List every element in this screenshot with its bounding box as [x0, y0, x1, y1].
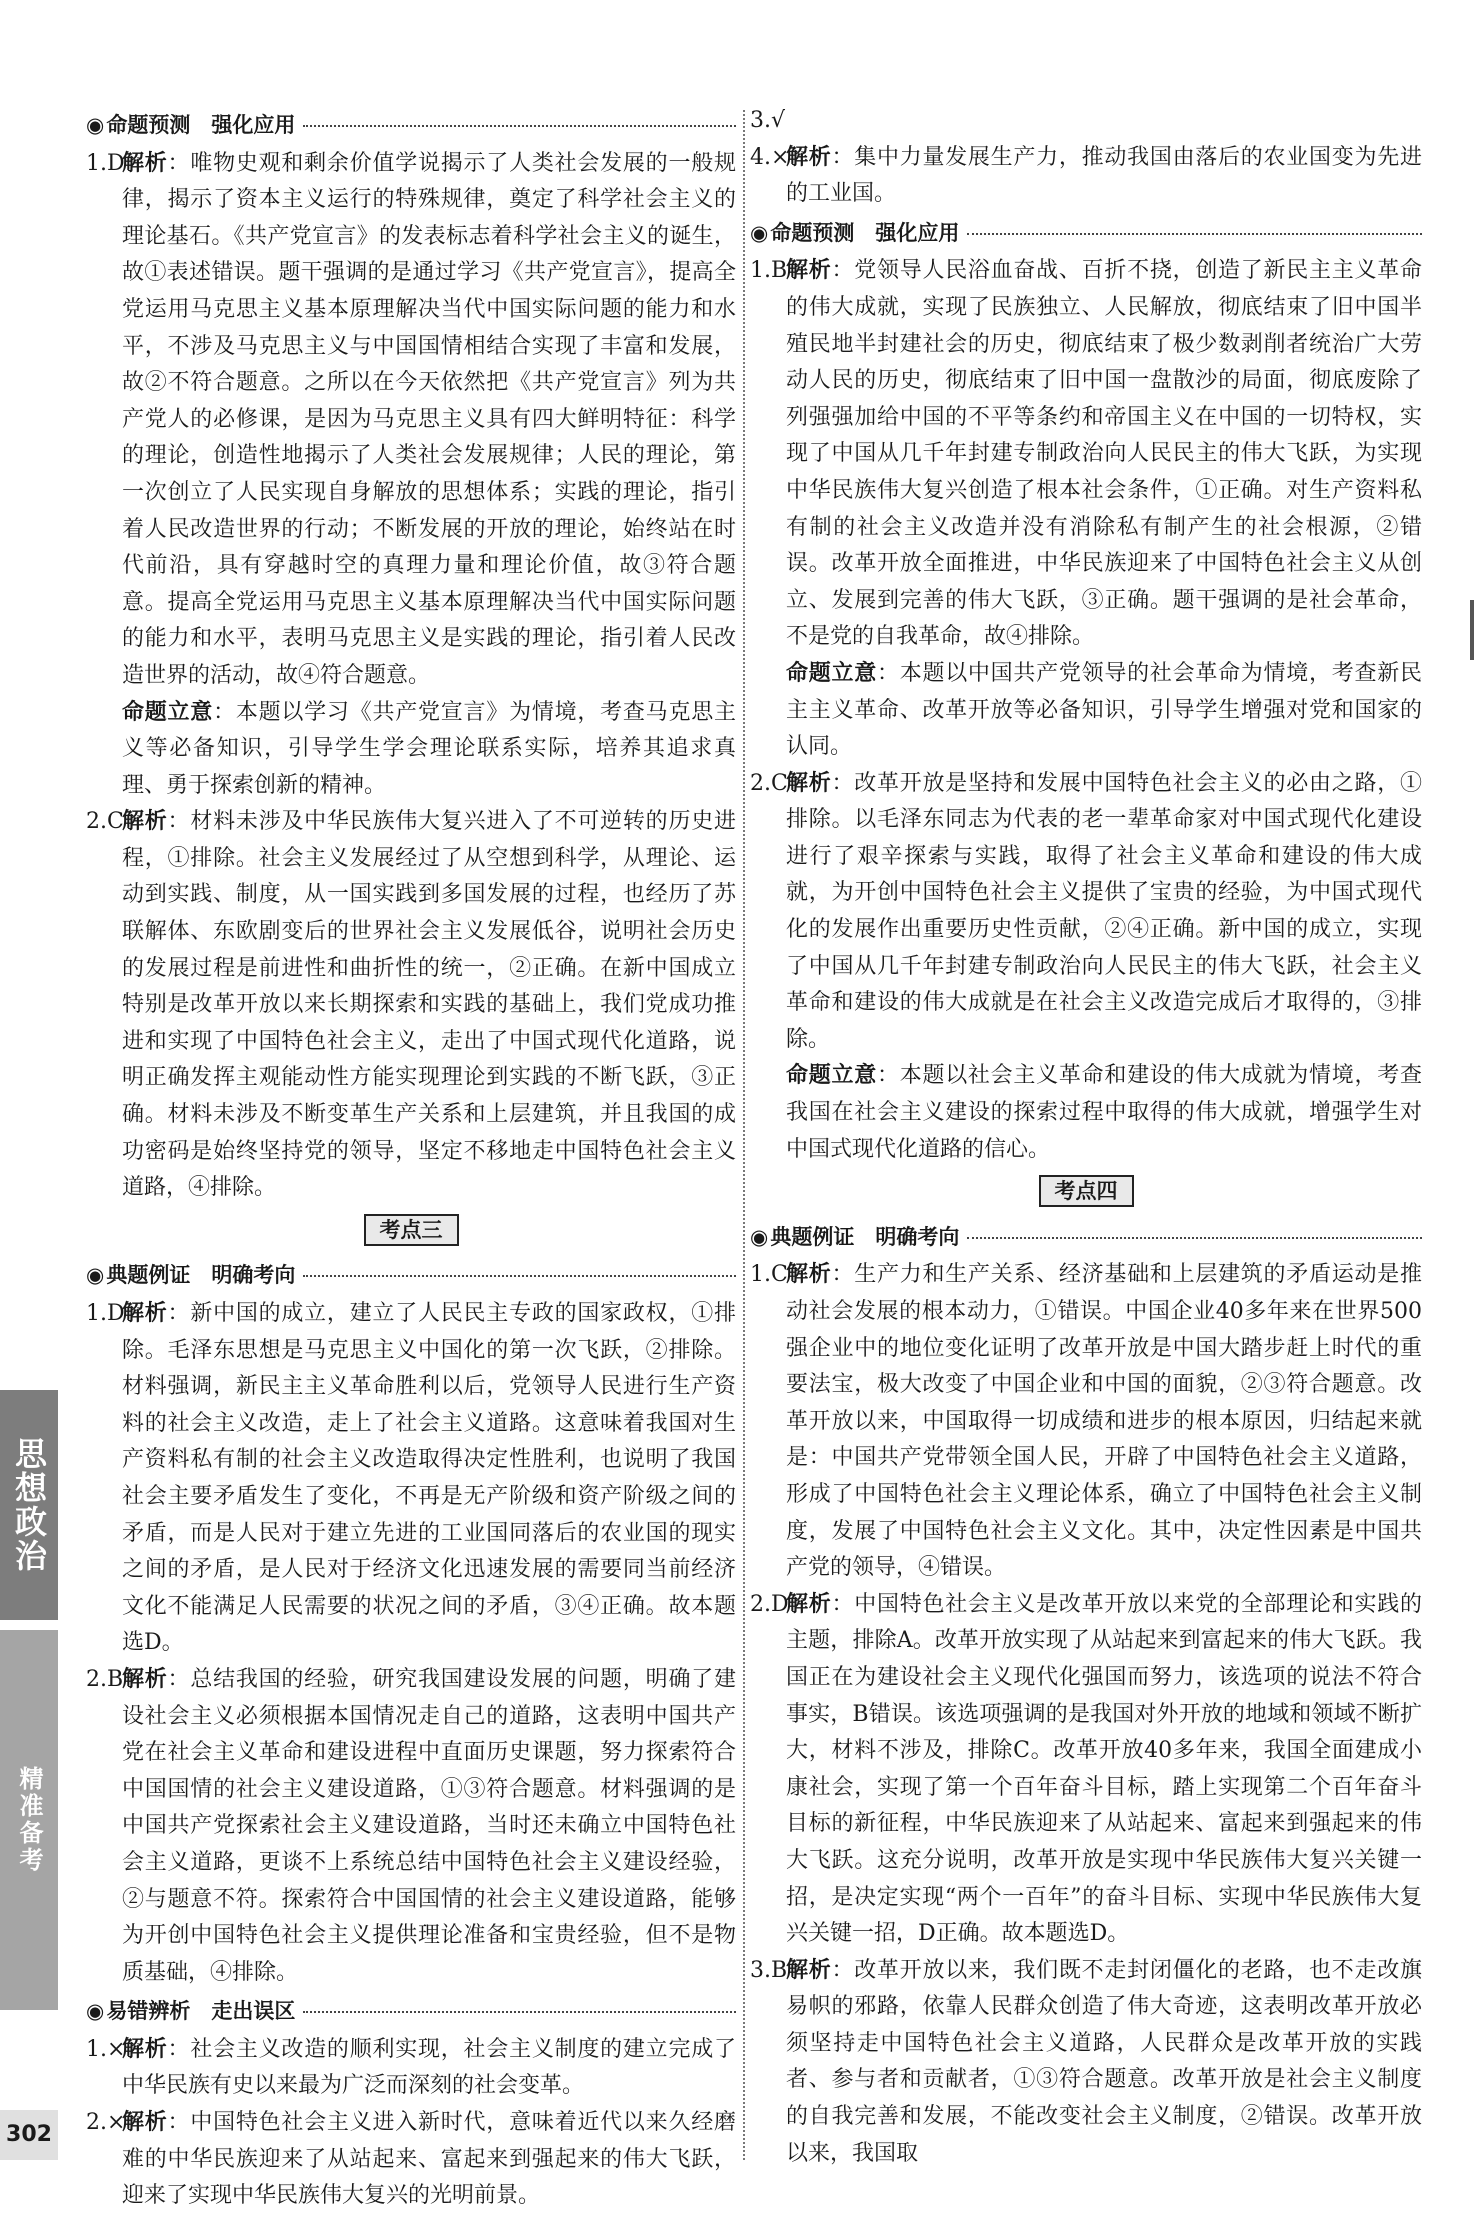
exam-point-heading: 考点四: [750, 1174, 1422, 1211]
answer-item: 1.D 解析：唯物史观和剩余价值学说揭示了人类社会发展的一般规律，揭示了资本主义运行的特殊规律，奠定了科学社会主义的理论基石。《共产党宣言》的发表标志着科学社会主义的诞生，故①表述错误。题干强调的是通过学习《共产党宣言》，提高全党运用马克思主义基本原理解决当代中国实际问题的能力和水平，不涉及马克思主义与中国国情相结合实现了丰富和发展，故②不符合题意。之所以在今天依然把《共产党宣言》列为共产党人的必修课，是因为马克思主义具有四大鲜明特征：科学的理论，创造性地揭示了人类社会发展规律；人民的理论，第一次创立了人民实现自身解放的思想体系；实践的理论，指引着人民改造世界的行动；不断发展的开放的理论，始终站在时代前沿，具有穿越时空的真理力量和理论价值，故③符合题意。提高全党运用马克思主义基本原理解决当代中国实际问题的能力和水平，表明马克思主义是实践的理论，指引着人民改造世界的活动，故④符合题意。: [86, 150, 736, 688]
answer-item: 2.C 解析：材料未涉及中华民族伟大复兴进入了不可逆转的历史进程，①排除。社会主义发展经过了从空想到科学，从理论、运动到实践、制度，从一国实践到多国发展的过程，也经历了苏联解体、东欧剧变后的世界社会主义发展低谷，说明社会历史的发展过程是前进性和曲折性的统一，②正确。在新中国成立特别是改革开放以来长期探索和实践的基础上，我们党成功推进和实现了中国特色社会主义，走出了中国式现代化道路，说明正确发挥主观能动性方能实现理论到实践的不断飞跃，③正确。材料未涉及不断变革生产关系和上层建筑，并且我国的成功密码是始终坚持党的领导，坚定不移地走中国特色社会主义道路，④排除。: [86, 809, 736, 1201]
right-column: [750, 103, 1422, 2172]
answer-item: 1.D 解析：新中国的成立，建立了人民民主专政的国家政权，①排除。毛泽东思想是马克思主义中国化的第一次飞跃，②排除。材料强调，新民主主义革命胜利以后，党领导人民进行生产资料的社会主义改造，走上了社会主义道路。这意味着我国对生产资料私有制的社会主义改造取得决定性胜利，也说明了我国社会主要矛盾发生了变化，不再是无产阶级和资产阶级之间的矛盾，而是人民对于建立先进的工业国同落后的农业国的现实之间的矛盾，是人民对于经济文化迅速发展的需要同当前经济文化不能满足人民需要的状况之间的矛盾，③④正确。故本题选D。: [86, 1301, 736, 1656]
answer-item: 1.× 解析：社会主义改造的顺利实现，社会主义制度的建立完成了中华民族有史以来最为广泛而深刻的社会变革。: [86, 2036, 736, 2099]
question-intent: 命题立意：本题以学习《共产党宣言》为情境，考查马克思主义等必备知识，引导学生学会理论联系实际，培养其追求真理、勇于探索创新的精神。: [122, 699, 736, 798]
section-title-mistakes: ◉ 易错辨析 走出误区: [86, 1993, 736, 2030]
page-edge-mark: [1470, 600, 1474, 660]
answer-item: 2.× 解析：中国特色社会主义进入新时代，意味着近代以来久经磨难的中华民族迎来了从站起来、富起来到强起来的伟大飞跃，迎来了实现中华民族伟大复兴的光明前景。: [86, 2110, 736, 2209]
section-title-example: ◉ 典题例证 明确考向: [86, 1257, 736, 1294]
bullet-icon: ◉: [750, 220, 769, 245]
column-divider: [743, 110, 745, 2160]
question-intent: 命题立意：本题以中国共产党领导的社会革命为情境，考查新民主主义革命、改革开放等必备知识，引导学生增强对党和国家的认同。: [786, 660, 1422, 760]
section-title-example: ◉ 典题例证 明确考向: [750, 1219, 1422, 1256]
bullet-icon: ◉: [86, 113, 105, 137]
section-title-prediction: ◉ 命题预测 强化应用: [750, 215, 1422, 252]
section-title-prediction: ◉ 命题预测 强化应用: [86, 107, 736, 144]
exam-point-heading: 考点三: [86, 1213, 736, 1250]
bullet-icon: ◉: [750, 1224, 769, 1249]
bullet-icon: ◉: [86, 1263, 105, 1288]
answer-item: 3.B 解析：改革开放以来，我们既不走封闭僵化的老路，也不走改旗易帜的邪路，依靠人民群众创造了伟大奇迹，这表明改革开放必须坚持走中国特色社会主义道路，人民群众是改革开放的实践者、参与者和贡献者，①③符合题意。改革开放是社会主义制度的自我完善和发展，不能改变社会主义制度，②错误。改革开放以来，我国取: [750, 1957, 1422, 2166]
series-tab: 精准备考: [0, 1630, 58, 2010]
question-intent: 命题立意：本题以社会主义革命和建设的伟大成就为情境，考查我国在社会主义建设的探索过程中取得的伟大成就，增强学生对中国式现代化道路的信心。: [786, 1063, 1422, 1162]
answer-item: 1.C 解析：生产力和生产关系、经济基础和上层建筑的矛盾运动是推动社会发展的根本动力，①错误。中国企业40多年来在世界500强企业中的地位变化证明了改革开放是中国大踏步赶上时代的重要法宝，极大改变了中国企业和中国的面貌，②③符合题意。改革开放以来，中国取得一切成绩和进步的根本原因，归结起来就是：中国共产党带领全国人民，开辟了中国特色社会主义道路，形成了中国特色社会主义理论体系，确立了中国特色社会主义制度，发展了中国特色社会主义文化。其中，决定性因素是中国共产党的领导，④错误。: [750, 1262, 1422, 1581]
page-number: 302: [0, 2110, 58, 2160]
answer-item: 3.√: [750, 108, 786, 133]
dotted-leader: [967, 232, 1422, 235]
answer-item: 2.B 解析：总结我国的经验，研究我国建设发展的问题，明确了建设社会主义必须根据本国情况走自己的道路，这表明中国共产党在社会主义革命和建设进程中直面历史课题，努力探索符合中国国情的社会主义建设道路，①③符合题意。材料强调的是中国共产党探索社会主义建设道路，当时还未确立中国特色社会主义道路，更谈不上系统总结中国特色社会主义建设经验，②与题意不符。探索符合中国国情的社会主义建设道路，能够为开创中国特色社会主义提供理论准备和宝贵经验，但不是物质基础，④排除。: [86, 1666, 736, 1985]
answer-item: 2.C 解析：改革开放是坚持和发展中国特色社会主义的必由之路，①排除。以毛泽东同志为代表的老一辈革命家对中国式现代化建设进行了艰辛探索与实践，取得了社会主义革命和建设的伟大成就，为开创中国特色社会主义提供了宝贵的经验，为中国式现代化的发展作出重要历史性贡献，②④正确。新中国的成立，实现了中国从几千年封建专制政治向人民民主的伟大飞跃，社会主义革命和建设的伟大成就是在社会主义改造完成后才取得的，③排除。: [750, 770, 1422, 1052]
dotted-leader: [303, 124, 736, 127]
dotted-leader: [967, 1236, 1422, 1239]
answer-item: 4.× 解析：集中力量发展生产力，推动我国由落后的农业国变为先进的工业国。: [750, 144, 1422, 207]
dotted-leader: [303, 2010, 736, 2013]
left-column: [86, 105, 736, 2215]
bullet-icon: ◉: [86, 1999, 105, 2024]
dotted-leader: [303, 1274, 736, 1277]
answer-item: 2.D 解析：中国特色社会主义是改革开放以来党的全部理论和实践的主题，排除A。改革开放实现了从站起来到富起来的伟大飞跃。我国正在为建设社会主义现代化强国而努力，该选项的说法不符合事实，B错误。该选项强调的是我国对外开放的地域和领域不断扩大，材料不涉及，排除C。改革开放40多年来，我国全面建成小康社会，实现了第一个百年奋斗目标，踏上实现第二个百年奋斗目标的新征程，中华民族迎来了从站起来、富起来到强起来的伟大飞跃。这充分说明，改革开放是实现中华民族伟大复兴关键一招，是决定实现“两个一百年”的奋斗目标、实现中华民族伟大复兴关键一招，D正确。故本题选D。: [750, 1591, 1422, 1947]
answer-item: 1.B 解析：党领导人民浴血奋战、百折不挠，创造了新民主主义革命的伟大成就，实现了民族独立、人民解放，彻底结束了旧中国半殖民地半封建社会的历史，彻底结束了极少数剥削者统治广大劳动人民的历史，彻底结束了旧中国一盘散沙的局面，彻底废除了列强强加给中国的不平等条约和帝国主义在中国的一切特权，实现了中国从几千年封建专制政治向人民民主的伟大飞跃，为实现中华民族伟大复兴创造了根本社会条件，①正确。对生产资料私有制的社会主义改造并没有消除私有制产生的社会根源，②错误。改革开放全面推进，中华民族迎来了中国特色社会主义从创立、发展到完善的伟大飞跃，③正确。题干强调的是社会革命，不是党的自我革命，故④排除。: [750, 258, 1422, 650]
subject-tab: 思想政治: [0, 1390, 58, 1620]
